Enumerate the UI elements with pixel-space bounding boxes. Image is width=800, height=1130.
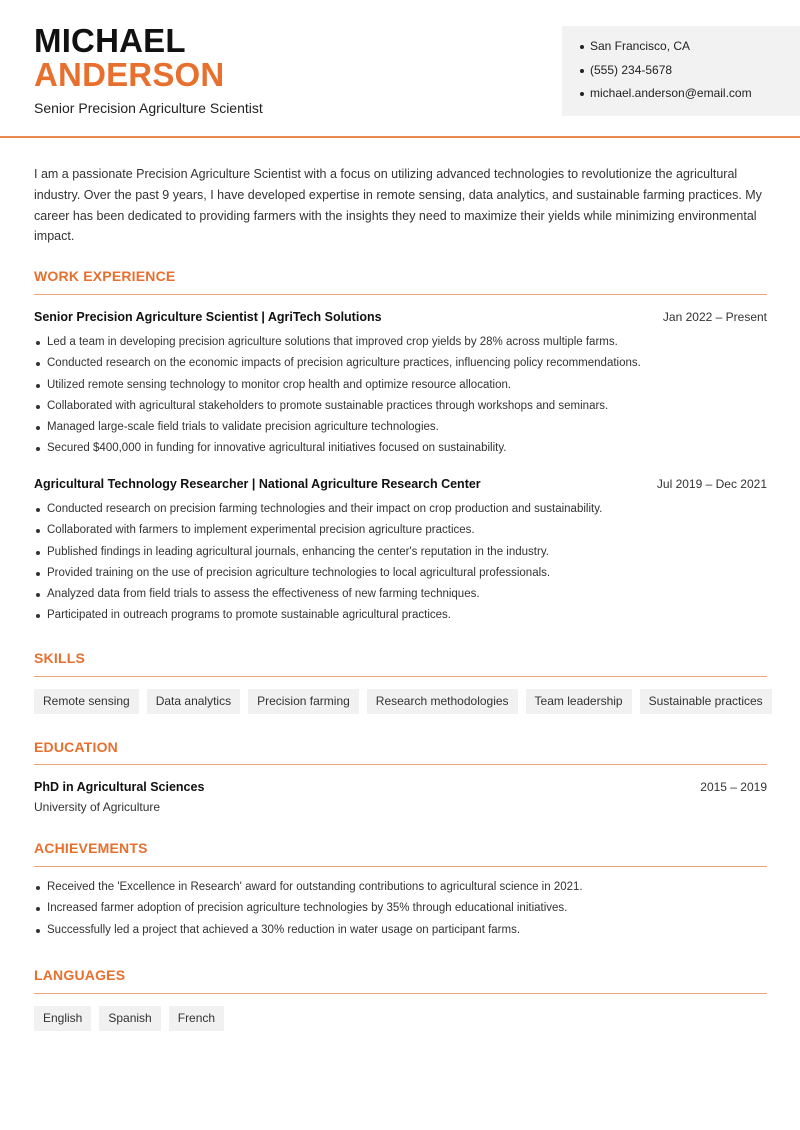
job-header	[34, 310, 767, 324]
skill-tag: Research methodologies	[367, 689, 518, 714]
list-item: Collaborated with farmers to implement experimental precision agriculture practices.	[34, 520, 767, 541]
degree: PhD in Agricultural Sciences	[34, 780, 205, 794]
contact-email: michael.anderson@email.com	[580, 85, 800, 109]
section-divider	[34, 676, 767, 677]
section-title-education: EDUCATION	[34, 739, 118, 755]
skill-tag: Team leadership	[526, 689, 632, 714]
list-item: Analyzed data from field trials to assess the effectiveness of new farming techniques.	[34, 584, 767, 605]
skill-tag: Remote sensing	[34, 689, 139, 714]
list-item: Successfully led a project that achieved a 30% reduction in water usage on participant farms.	[34, 920, 767, 941]
list-item: Conducted research on the economic impacts of precision agriculture practices, influencing policy recommendations.	[34, 353, 767, 374]
language-tag: French	[169, 1006, 224, 1031]
last-name: ANDERSON	[34, 56, 225, 93]
list-item: Provided training on the use of precision agriculture technologies to local agricultural professionals.	[34, 563, 767, 584]
section-divider	[34, 294, 767, 295]
job-bullets	[34, 332, 767, 460]
contact-box	[562, 26, 800, 116]
list-item: Utilized remote sensing technology to monitor crop health and optimize resource allocation.	[34, 375, 767, 396]
skill-tag: Precision farming	[248, 689, 359, 714]
achievements-list	[34, 877, 767, 941]
job-title: Senior Precision Agriculture Scientist	[34, 100, 263, 116]
list-item: Collaborated with agricultural stakeholders to promote sustainable practices through workshops and seminars.	[34, 396, 767, 417]
school-name: University of Agriculture	[34, 800, 161, 814]
language-tag: English	[34, 1006, 91, 1031]
language-tag: Spanish	[99, 1006, 160, 1031]
resume-header	[0, 0, 800, 138]
skill-tag: Data analytics	[147, 689, 240, 714]
education-date: 2015 – 2019	[700, 780, 767, 794]
section-title-work: WORK EXPERIENCE	[34, 268, 176, 284]
section-title-skills: SKILLS	[34, 650, 85, 666]
job-date: Jan 2022 – Present	[662, 310, 767, 324]
job-role: Senior Precision Agriculture Scientist | AgriTech Solutions	[34, 310, 382, 324]
languages-list	[34, 1006, 224, 1031]
section-title-languages: LANGUAGES	[34, 967, 126, 983]
list-item: Managed large-scale field trials to validate precision agriculture technologies.	[34, 417, 767, 438]
list-item: Conducted research on precision farming technologies and their impact on crop production and sustainability.	[34, 499, 767, 520]
first-name: MICHAEL	[34, 22, 186, 59]
education-header	[34, 780, 767, 794]
section-divider	[34, 866, 767, 867]
list-item: Led a team in developing precision agriculture solutions that improved crop yields by 28% across multiple farms.	[34, 332, 767, 353]
contact-phone: (555) 234-5678	[580, 62, 800, 86]
skill-tag: Sustainable practices	[640, 689, 772, 714]
section-divider	[34, 764, 767, 765]
contact-location: San Francisco, CA	[580, 38, 800, 62]
list-item: Secured $400,000 in funding for innovative agricultural initiatives focused on sustainability.	[34, 438, 767, 459]
section-divider	[34, 993, 767, 994]
job-role: Agricultural Technology Researcher | National Agriculture Research Center	[34, 477, 481, 491]
job-header	[34, 477, 767, 491]
summary-paragraph: I am a passionate Precision Agriculture Scientist with a focus on utilizing advanced technologies to revolutionize the agricultural industry. Over the past 9 years, I have developed expertise in remote sensing, data analytics, and sustainable farming practices. My career has been dedicated to providing farmers with the insights they need to maximize their yields while minimizing environmental impact.	[34, 167, 762, 244]
list-item: Published findings in leading agricultural journals, enhancing the center's reputation in the industry.	[34, 542, 767, 563]
skills-list	[34, 689, 772, 714]
list-item: Participated in outreach programs to promote sustainable agricultural practices.	[34, 605, 767, 626]
section-title-achievements: ACHIEVEMENTS	[34, 840, 148, 856]
list-item: Increased farmer adoption of precision agriculture technologies by 35% through educational initiatives.	[34, 898, 767, 919]
job-bullets	[34, 499, 767, 627]
job-date: Jul 2019 – Dec 2021	[656, 477, 767, 491]
list-item: Received the 'Excellence in Research' award for outstanding contributions to agricultural science in 2021.	[34, 877, 767, 898]
